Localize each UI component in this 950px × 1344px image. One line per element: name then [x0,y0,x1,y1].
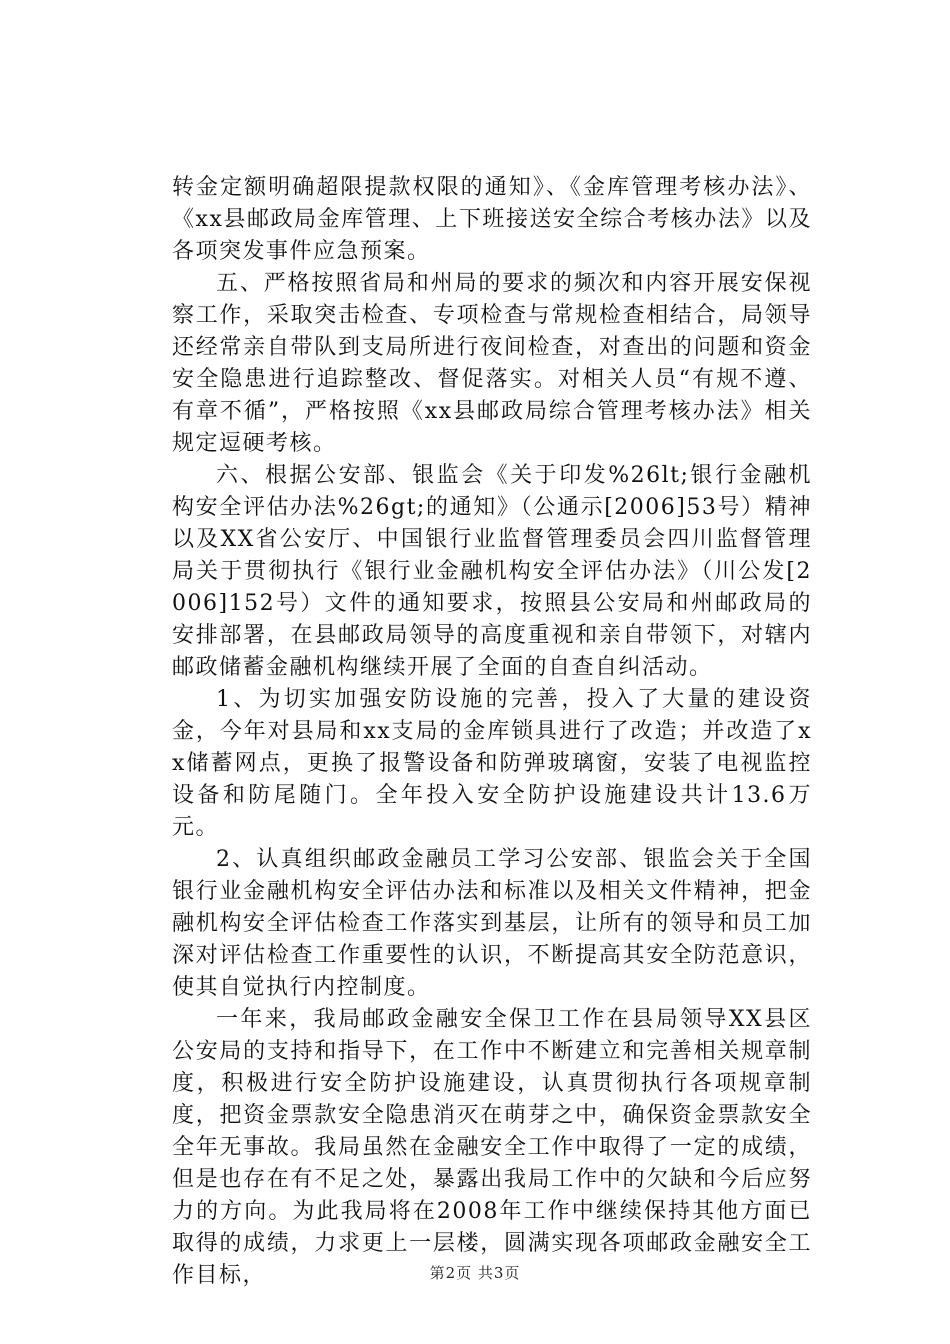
page-number-footer: 第2页 共3页 [429,1264,521,1282]
paragraph-summary: 一年来，我局邮政金融安全保卫工作在县局领导XX县区公安局的支持和指导下，在工作中不断建立和完善相关规章制度，积极进行安全防护设施建设，认真贯彻执行各项规章制度，把资金票款安全隐患消灭在萌芽之中，确保资金票款安全全年无事故。我局虽然在金融安全工作中取得了一定的成绩，但是也存在有不足之处，暴露出我局工作中的欠缺和今后应努力的方向。为此我局将在2008年工作中继续保持其他方面已取得的成绩，力求更上一层楼，圆满实现各项邮政金融安全工作目标， [172,1007,812,1288]
paragraph-item-two: 2、认真组织邮政金融员工学习公安部、银监会关于全国银行业金融机构安全评估办法和标准以及相关文件精神，把金融机构安全评估检查工作落实到基层，让所有的领导和员工加深对评估检查工作重要性的认识，不断提高其安全防范意识，使其自觉执行内控制度。 [172,847,812,1000]
paragraph-section-six: 六、根据公安部、银监会《关于印发%26lt;银行金融机构安全评估办法%26gt;的通知》（公通示[2006]53号）精神以及XX省公安厅、中国银行业监督管理委员会四川监督管理局关于贯彻执行《银行业金融机构安全评估办法》（川公发[2006]152号）文件的通知要求，按照县公安局和州邮政局的安排部署，在县邮政局领导的高度重视和亲自带领下，对辖内邮政储蓄金融机构继续开展了全面的自查自纠活动。 [172,463,812,680]
paragraph-continuation: 转金定额明确超限提款权限的通知》、《金库管理考核办法》、《xx县邮政局金库管理、上下班接送安全综合考核办法》以及各项突发事件应急预案。 [172,175,812,264]
document-body [172,172,812,1292]
paragraph-item-one: 1、为切实加强安防设施的完善，投入了大量的建设资金，今年对县局和xx支局的金库锁具进行了改造；并改造了xx储蓄网点，更换了报警设备和防弹玻璃窗，安装了电视监控设备和防尾随门。全年投入安全防护设施建设共计13.6万元。 [172,687,812,840]
paragraph-section-five: 五、严格按照省局和州局的要求的频次和内容开展安保视察工作，采取突击检查、专项检查与常规检查相结合，局领导还经常亲自带队到支局所进行夜间检查，对查出的问题和资金安全隐患进行追踪整改、督促落实。对相关人员“有规不遵、有章不循”，严格按照《xx县邮政局综合管理考核办法》相关规定逗硬考核。 [172,271,812,456]
